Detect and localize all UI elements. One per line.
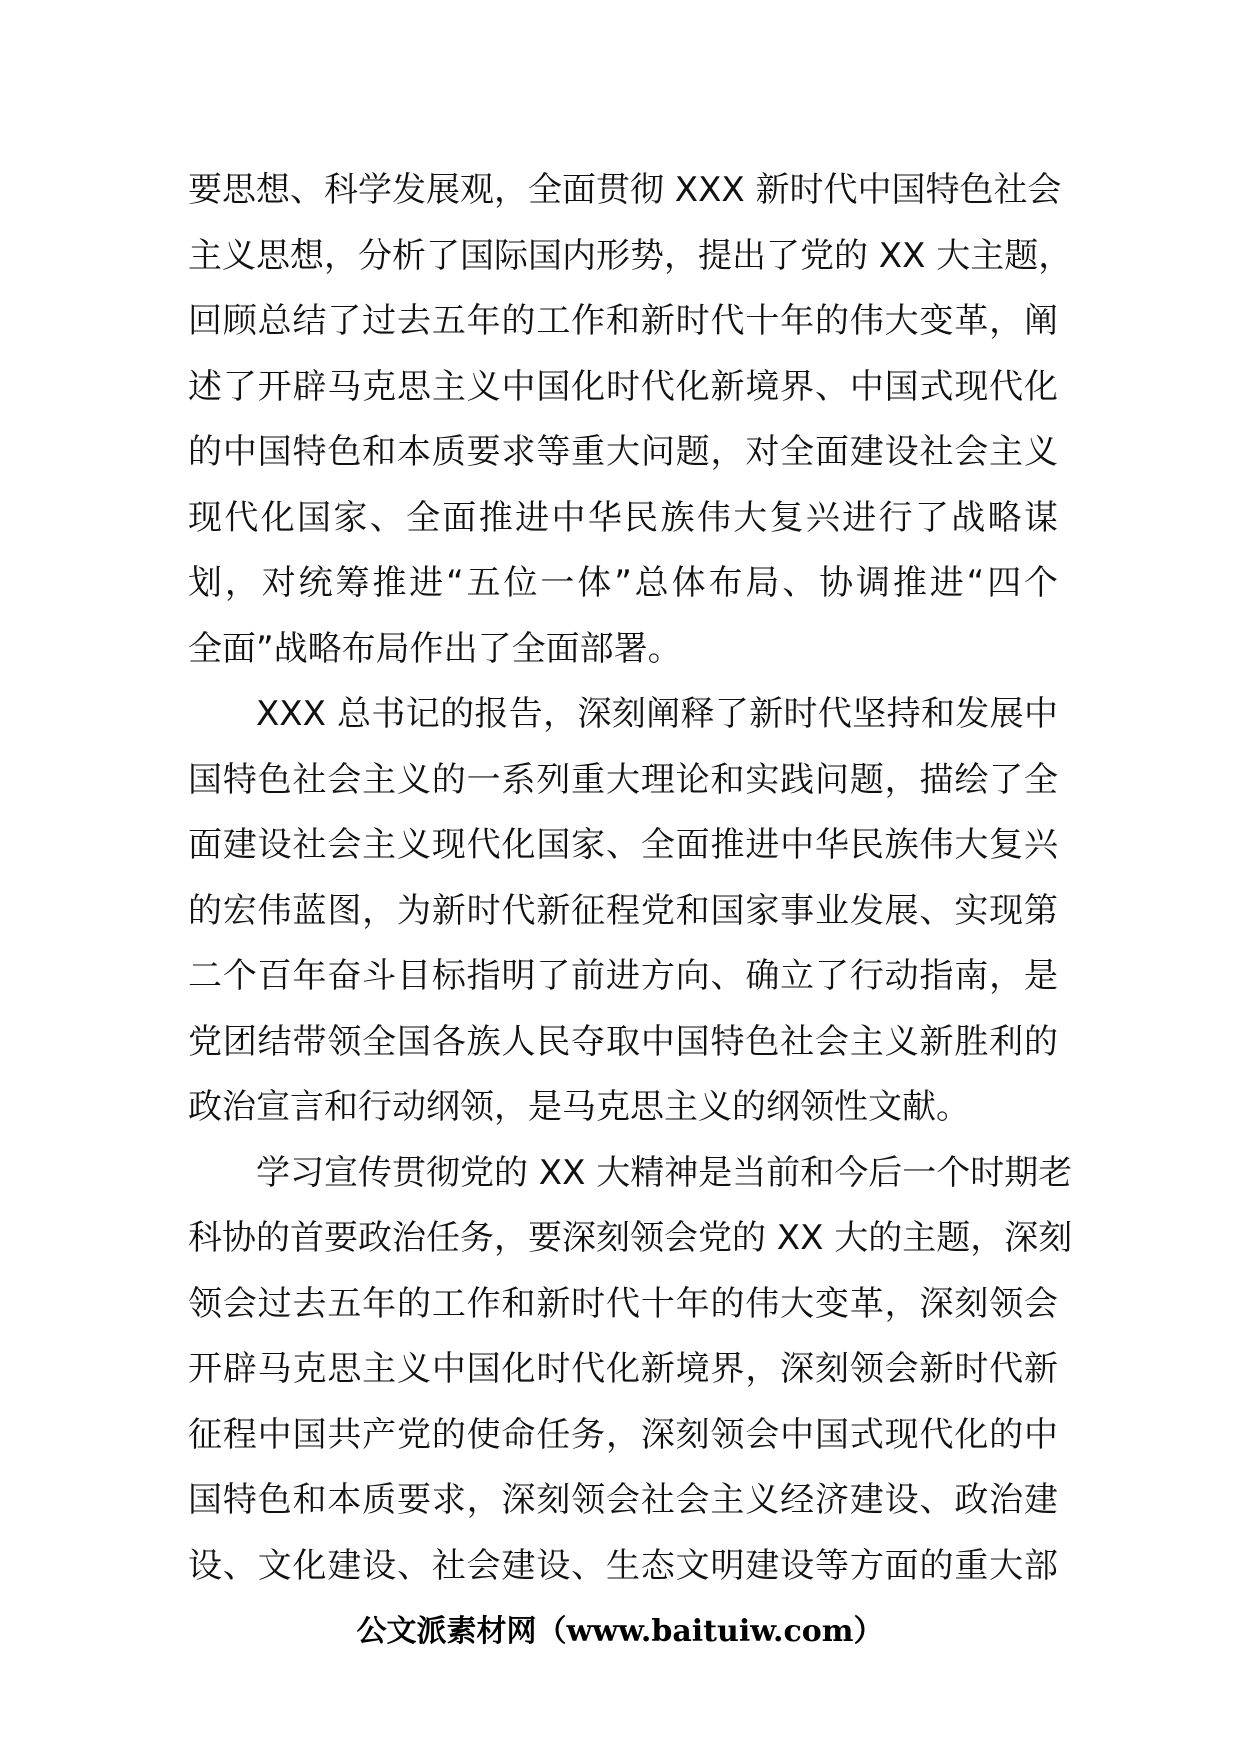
text-line: 回顾总结了过去五年的工作和新时代十年的伟大变革，阐	[188, 301, 1058, 341]
text-line: 现代化国家、全面推进中华民族伟大复兴进行了战略谋	[188, 497, 1058, 538]
text-line: 的宏伟蓝图，为新时代新征程党和国家事业发展、实现第	[188, 890, 1058, 931]
text-line: 国特色和本质要求，深刻领会社会主义经济建设、政治建	[188, 1480, 1058, 1520]
text-line: 面建设社会主义现代化国家、全面推进中华民族伟大复兴	[188, 825, 1058, 865]
text-line: 科协的首要政治任务，要深刻领会党的 XX 大的主题，深刻	[188, 1218, 1073, 1258]
text-line: 述了开辟马克思主义中国化时代化新境界、中国式现代化	[188, 366, 1058, 407]
text-line: 开辟马克思主义中国化时代化新境界，深刻领会新时代新	[188, 1349, 1058, 1389]
text-line: 划，对统筹推进“五位一体”总体布局、协调推进“四个	[188, 563, 1058, 603]
text-line: 征程中国共产党的使命任务，深刻领会中国式现代化的中	[188, 1414, 1058, 1455]
text-line: 设、文化建设、社会建设、生态文明建设等方面的重大部	[188, 1545, 1058, 1586]
text-line: 要思想、科学发展观，全面贯彻 XXX 新时代中国特色社会	[188, 170, 1062, 210]
text-line: 的中国特色和本质要求等重大问题，对全面建设社会主义	[188, 432, 1058, 472]
text-line: 学习宣传贯彻党的 XX 大精神是当前和今后一个时期老	[256, 1152, 1073, 1193]
text-line: 政治宣言和行动纲领，是马克思主义的纲领性文献。	[188, 1087, 970, 1127]
text-line: 党团结带领全国各族人民夺取中国特色社会主义新胜利的	[188, 1021, 1058, 1062]
text-line: 主义思想，分析了国际国内形势，提出了党的 XX 大主题，	[188, 235, 1073, 276]
text-line: 国特色社会主义的一系列重大理论和实践问题，描绘了全	[188, 759, 1058, 800]
text-line: 全面”战略布局作出了全面部署。	[188, 628, 682, 669]
document-body	[188, 158, 1073, 1599]
text-line: 领会过去五年的工作和新时代十年的伟大变革，深刻领会	[188, 1283, 1058, 1324]
text-line: XXX 总书记的报告，深刻阐释了新时代坚持和发展中	[256, 694, 1058, 734]
text-line: 二个百年奋斗目标指明了前进方向、确立了行动指南，是	[188, 956, 1058, 996]
footer-watermark: 公文派素材网（www.baituiw.com）	[356, 1614, 884, 1649]
